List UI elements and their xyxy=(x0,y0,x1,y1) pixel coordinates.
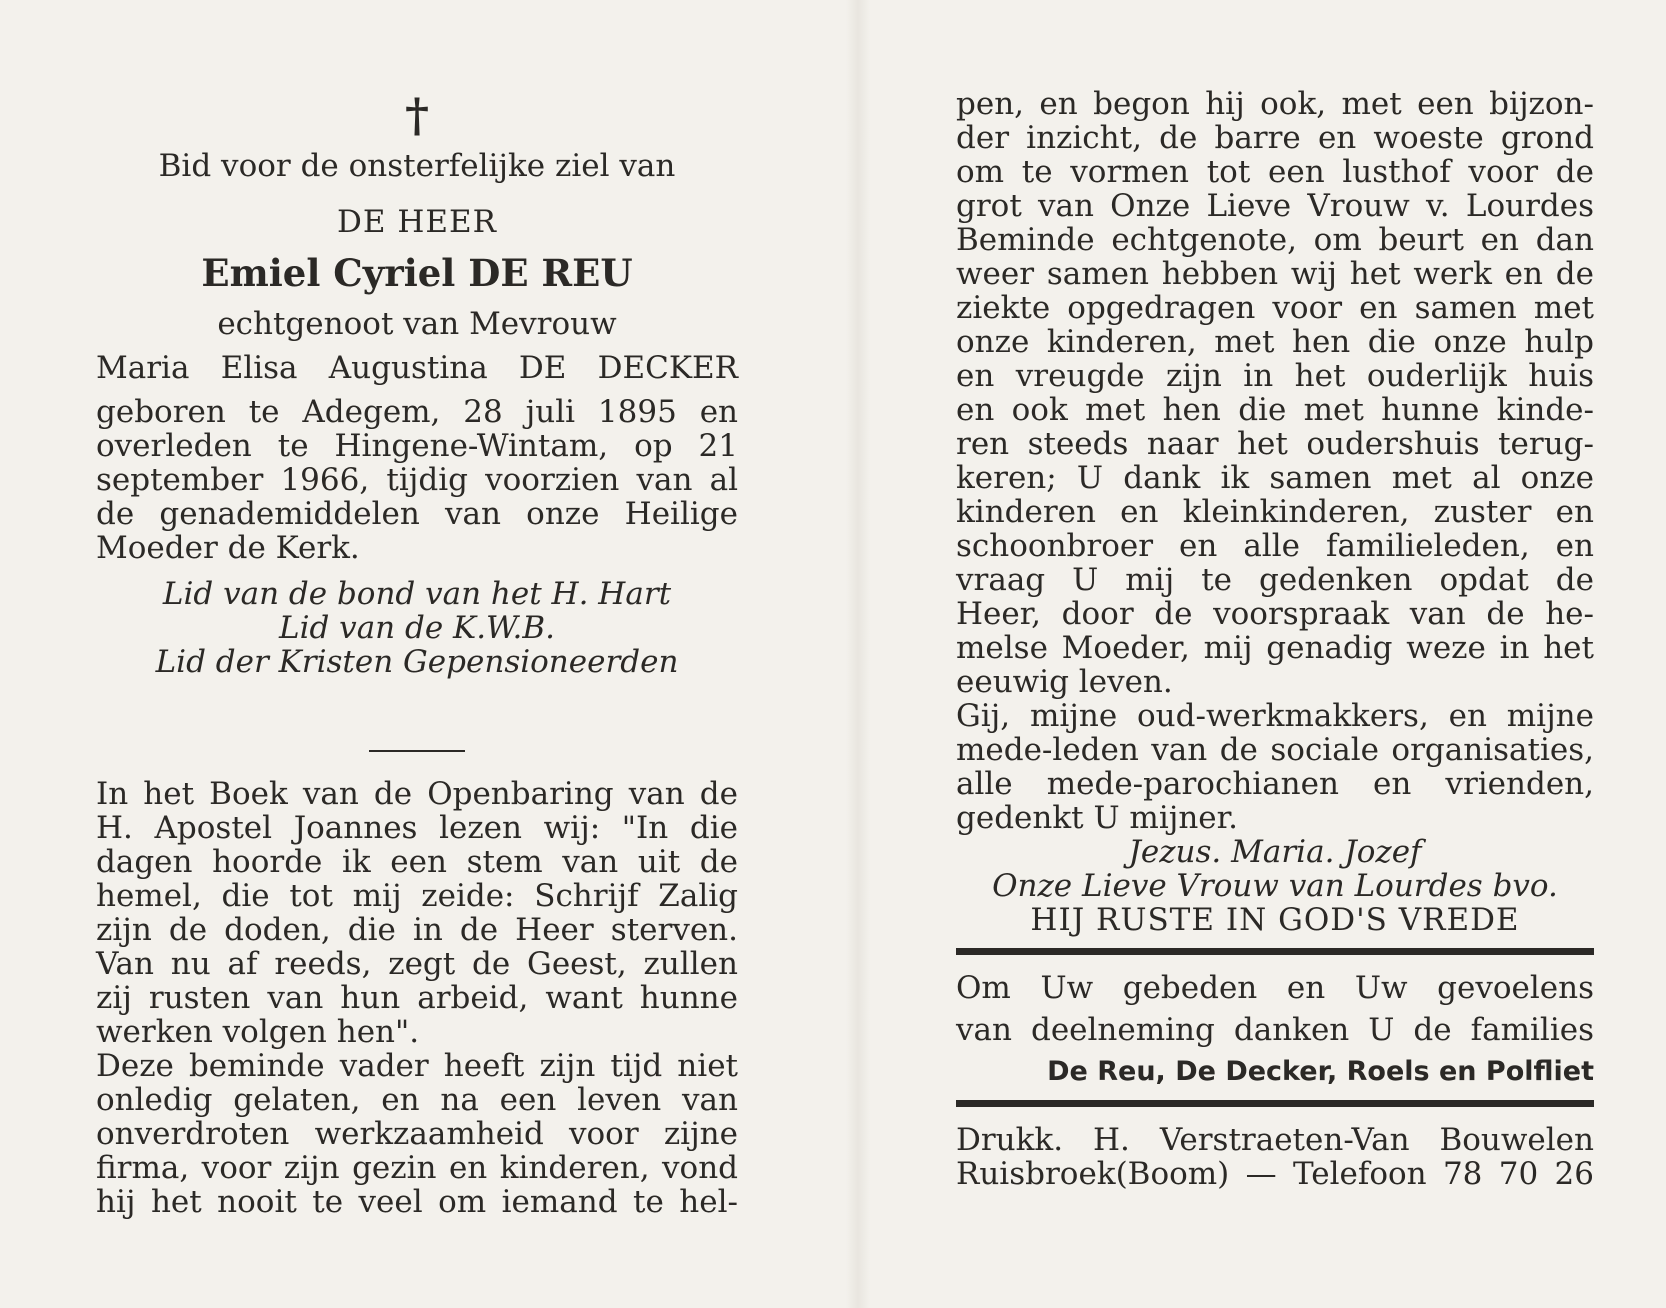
body-line: keren; U dank ik samen met al onze xyxy=(956,460,1594,496)
body-line: hij het nooit te veel om iemand te hel- xyxy=(96,1184,738,1220)
rest-line: HIJ RUSTE IN GOD'S VREDE xyxy=(1030,902,1520,938)
bio-line: geboren te Adegem, 28 juli 1895 en xyxy=(96,394,738,430)
body-line: schoonbroer en alle familieleden, en xyxy=(956,528,1594,564)
body-line: weer samen hebben wij het werk en de xyxy=(956,256,1594,292)
body-line: dagen hoorde ik een stem van uit de xyxy=(96,844,738,880)
divider xyxy=(369,750,465,752)
spouse-name: Maria Elisa Augustina DE DECKER xyxy=(96,350,738,386)
body-line: en vreugde zijn in het ouderlijk huis xyxy=(956,358,1594,394)
thanks-line: van deelneming danken U de families xyxy=(956,1012,1594,1048)
body-line: Beminde echtgenote, om beurt en dan xyxy=(956,222,1594,258)
thanks-line: Om Uw gebeden en Uw gevoelens xyxy=(956,970,1594,1006)
body-line: der inzicht, de barre en woeste grond xyxy=(956,120,1594,156)
bio-line: september 1966, tijdig voorzien van al xyxy=(96,462,738,498)
body-line: Gij, mijne oud-werkmakkers, en mijne xyxy=(956,698,1594,734)
prayer-line: Onze Lieve Vrouw van Lourdes bvo. xyxy=(992,868,1558,904)
body-line: ren steeds naar het oudershuis terug- xyxy=(956,426,1594,462)
membership-line: Lid van de K.W.B. xyxy=(278,610,555,646)
body-line: hemel, die tot mij zeide: Schrijf Zalig xyxy=(96,878,738,914)
body-line: werken volgen hen". xyxy=(96,1014,420,1050)
thick-rule-bottom xyxy=(956,1100,1594,1107)
bio-line: overleden te Hingene-Wintam, op 21 xyxy=(96,428,738,464)
body-line: Heer, door de voorspraak van de he- xyxy=(956,596,1594,632)
body-line: In het Boek van de Openbaring van de xyxy=(96,776,738,812)
families-line: De Reu, De Decker, Roels en Polfliet xyxy=(1047,1056,1594,1087)
body-line: zij rusten van hun arbeid, want hunne xyxy=(96,980,738,1016)
spouse-intro: echtgenoot van Mevrouw xyxy=(217,306,617,342)
body-line: ziekte opgedragen voor en samen met xyxy=(956,290,1594,326)
body-line: firma, voor zijn gezin en kinderen, vond xyxy=(96,1150,738,1186)
body-line: om te vormen tot een lusthof voor de xyxy=(956,154,1594,190)
membership-line: Lid der Kristen Gepensioneerden xyxy=(155,644,679,680)
body-line: alle mede-parochianen en vrienden, xyxy=(956,766,1594,802)
bio-line: Moeder de Kerk. xyxy=(96,530,360,566)
pray-line: Bid voor de onsterfelijke ziel van xyxy=(158,148,676,184)
body-line: Deze beminde vader heeft zijn tijd niet xyxy=(96,1048,738,1084)
body-line: grot van Onze Lieve Vrouw v. Lourdes xyxy=(956,188,1594,224)
body-line: zijn de doden, die in de Heer sterven. xyxy=(96,912,738,948)
prayer-line: Jezus. Maria. Jozef xyxy=(1128,834,1422,870)
body-line: mede-leden van de sociale organisaties, xyxy=(956,732,1594,768)
body-line: pen, en begon hij ook, met een bijzon- xyxy=(956,86,1594,122)
body-line: gedenkt U mijner. xyxy=(956,800,1238,836)
body-line: en ook met hen die met hunne kinde- xyxy=(956,392,1594,428)
printer-line: Ruisbroek(Boom) — Telefoon 78 70 26 xyxy=(956,1156,1594,1192)
body-line: Van nu af reeds, zegt de Geest, zullen xyxy=(96,946,738,982)
body-line: vraag U mij te gedenken opdat de xyxy=(956,562,1594,598)
body-line: onverdroten werkzaamheid voor zijne xyxy=(96,1116,738,1152)
body-line: onze kinderen, met hen die onze hulp xyxy=(956,324,1594,360)
body-line: melse Moeder, mij genadig weze in het xyxy=(956,630,1594,666)
title-line: DE HEER xyxy=(337,204,497,240)
membership-line: Lid van de bond van het H. Hart xyxy=(162,576,672,612)
printer-line: Drukk. H. Verstraeten-Van Bouwelen xyxy=(956,1122,1594,1158)
bio-line: de genademiddelen van onze Heilige xyxy=(96,496,738,532)
body-line: eeuwig leven. xyxy=(956,664,1173,700)
body-line: onledig gelaten, en na een leven van xyxy=(96,1082,738,1118)
deceased-name: Emiel Cyriel DE REU xyxy=(201,251,633,295)
thick-rule-top xyxy=(956,948,1594,955)
body-line: kinderen en kleinkinderen, zuster en xyxy=(956,494,1594,530)
cross-icon: † xyxy=(404,88,430,142)
card-fold xyxy=(846,0,870,1308)
body-line: H. Apostel Joannes lezen wij: "In die xyxy=(96,810,738,846)
